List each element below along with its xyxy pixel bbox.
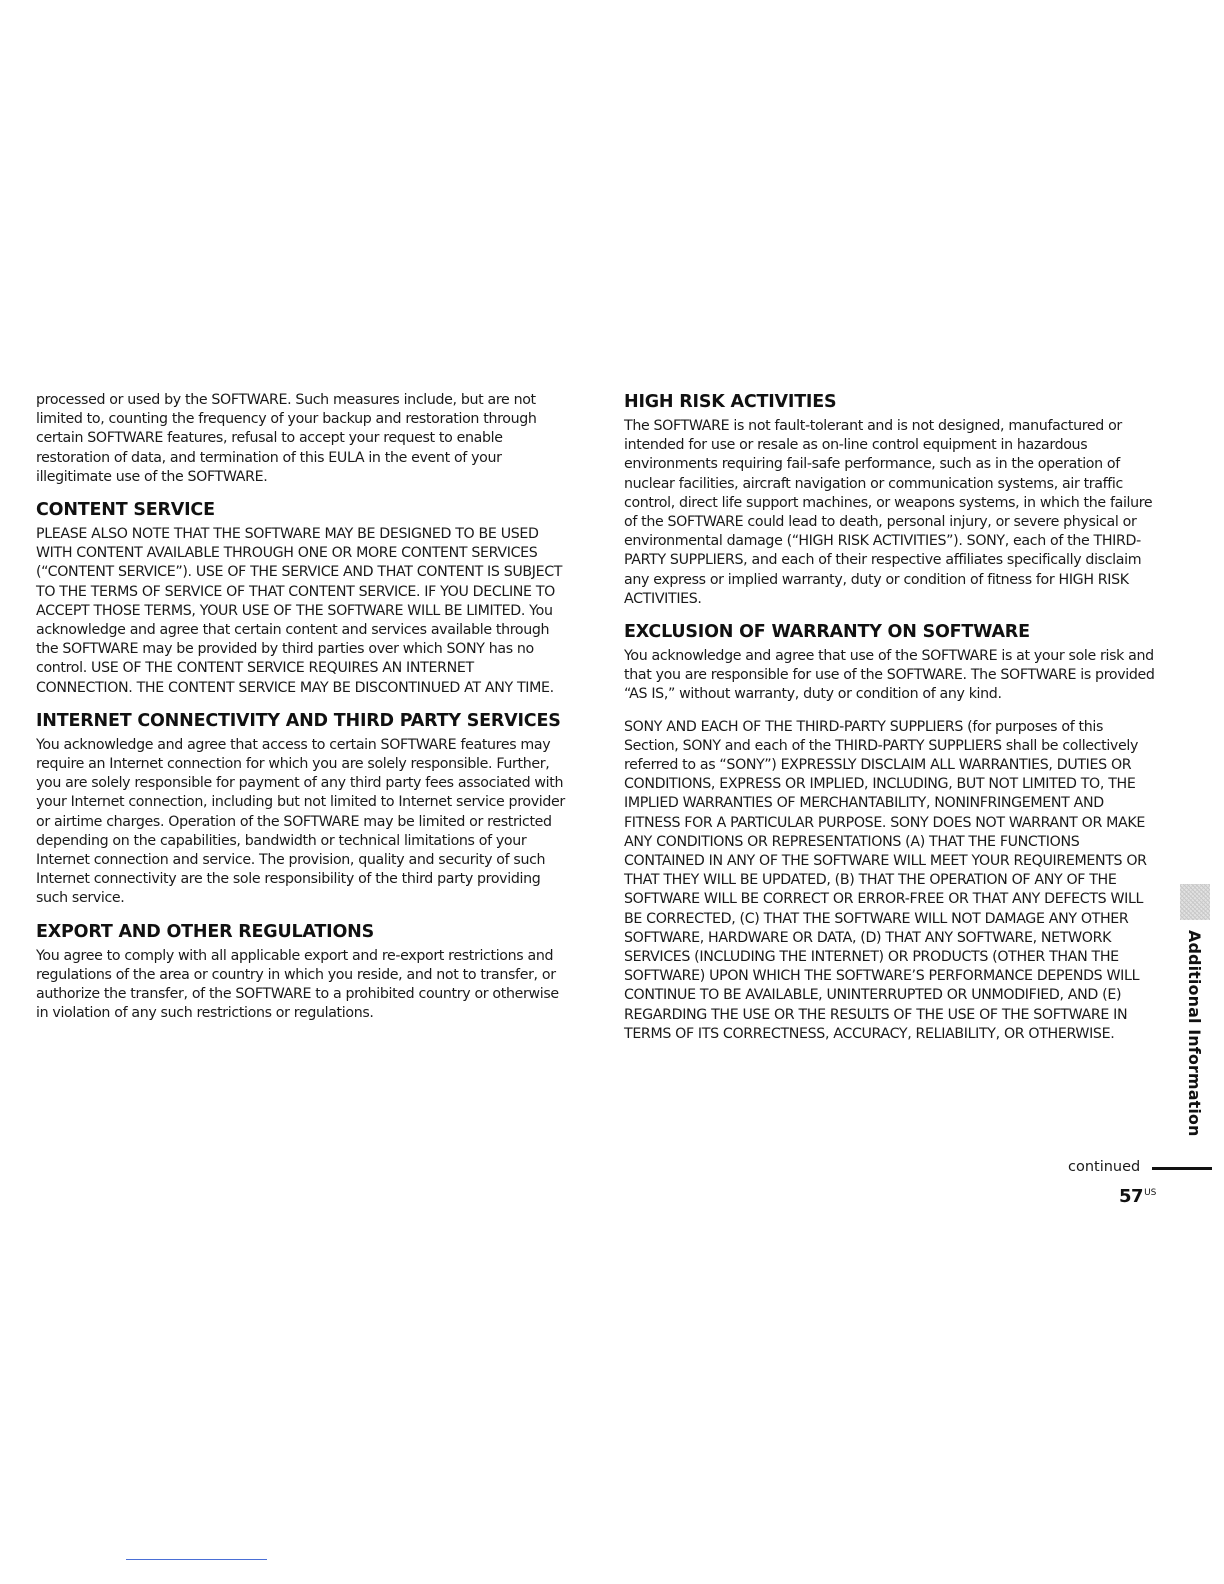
high-risk-heading: HIGH RISK ACTIVITIES xyxy=(624,392,837,412)
internet-connectivity-body: You acknowledge and agree that access to certain SOFTWARE features may require an Internet connection for which you are solely responsible. Further, you are solely responsible for payment of any third party fees associated with your Internet connection, including but not limited to Internet service provider or airtime charges. Operation of the SOFTWARE may be limited or restricted depending on the capabilities, bandwidth or technical limitations of your Internet connection and service. The provision, quality and security of such Internet connectivity are the sole responsibility of the third party providing such service. xyxy=(36,736,565,907)
high-risk-body: The SOFTWARE is not fault-tolerant and is not designed, manufactured or intended for use or resale as on-line control equipment in hazardous environments requiring fail-safe performance, such as in the operation of nuclear facilities, aircraft navigation or communication systems, air traffic control, direct life support machines, or weapons systems, in which the failure of the SOFTWARE could lead to death, personal injury, or severe physical or environmental damage (“HIGH RISK ACTIVITIES”). SONY, each of the THIRD-PARTY SUPPLIERS, and each of their respective affiliates specifically disclaim any express or implied warranty, duty or condition of fitness for HIGH RISK ACTIVITIES. xyxy=(624,418,1153,607)
side-tab-pattern-icon xyxy=(1180,884,1210,920)
content-service-heading: CONTENT SERVICE xyxy=(36,500,215,521)
exclusion-of-warranty-body-2: SONY AND EACH OF THE THIRD-PARTY SUPPLIERS (for purposes of this Section, SONY and each of the THIRD-PARTY SUPPLIERS shall be collectively referred to as “SONY”) EXPRESSLY DISCLAIM ALL WARRANTIES, DUTIES OR CONDITIONS, EXPRESS OR IMPLIED, INCLUDING, BUT NOT LIMITED TO, THE IMPLIED WARRANTIES OF MERCHANTABILITY, NONINFRINGEMENT AND FITNESS FOR A PARTICULAR PURPOSE. SONY DOES NOT WARRANT OR MAKE ANY CONDITIONS OR REPRESENTATIONS (A) THAT THE FUNCTIONS CONTAINED IN ANY OF THE SOFTWARE WILL MEET YOUR REQUIREMENTS OR THAT THEY WILL BE UPDATED, (B) THAT THE OPERATION OF ANY OF THE SOFTWARE WILL BE CORRECT OR ERROR-FREE OR THAT ANY DEFECTS WILL BE CORRECTED, (C) THAT THE SOFTWARE WILL NOT DAMAGE ANY OTHER SOFTWARE, HARDWARE OR DATA, (D) THAT ANY SOFTWARE, NETWORK SERVICES (INCLUDING THE INTERNET) OR PRODUCTS (OTHER THAN THE SOFTWARE) UPON WHICH THE SOFTWARE’S PERFORMANCE DEPENDS WILL CONTINUE TO BE AVAILABLE, UNINTERRUPTED OR UNMODIFIED, AND (E) REGARDING THE USE OR THE RESULTS OF THE USE OF THE SOFTWARE IN TERMS OF ITS CORRECTNESS, ACCURACY, RELIABILITY, OR OTHERWISE. xyxy=(624,718,1147,1042)
bottom-divider xyxy=(126,1559,267,1560)
intro-paragraph: processed or used by the SOFTWARE. Such measures include, but are not limited to, counting the frequency of your backup and restoration through certain SOFTWARE features, refusal to accept your request to enable restoration of data, and termination of this EULA in the event of your illegitimate use of the SOFTWARE. xyxy=(36,392,537,485)
exclusion-of-warranty-body-1: You acknowledge and agree that use of the SOFTWARE is at your sole risk and that you are responsible for use of the SOFTWARE. The SOFTWARE is provided “AS IS,” without warranty, duty or condition of any kind. xyxy=(624,648,1155,703)
side-tab-label: Additional Information xyxy=(1185,930,1204,1137)
internet-connectivity-heading: INTERNET CONNECTIVITY AND THIRD PARTY SERVICES xyxy=(36,710,561,731)
left-column xyxy=(36,391,566,1023)
continued-rule xyxy=(1152,1167,1212,1170)
page-number xyxy=(1119,1186,1156,1207)
page-number-suffix: US xyxy=(1144,1188,1157,1198)
continued-label: continued xyxy=(1068,1159,1141,1175)
page-number-value: 57 xyxy=(1119,1186,1144,1207)
exclusion-of-warranty-heading: EXCLUSION OF WARRANTY ON SOFTWARE xyxy=(624,622,1030,643)
right-column xyxy=(624,391,1156,1044)
export-regulations-body: You agree to comply with all applicable export and re-export restrictions and regulations of the area or country in which you reside, and not to transfer, or authorize the transfer, of the SOFTWARE to a prohibited country or otherwise in violation of any such restrictions or regulations. xyxy=(36,947,559,1022)
content-service-body: PLEASE ALSO NOTE THAT THE SOFTWARE MAY BE DESIGNED TO BE USED WITH CONTENT AVAILABLE THROUGH ONE OR MORE CONTENT SERVICES (“CONTENT SERVICE”). USE OF THE SERVICE AND THAT CONTENT IS SUBJECT TO THE TERMS OF SERVICE OF THAT CONTENT SERVICE. IF YOU DECLINE TO ACCEPT THOSE TERMS, YOUR USE OF THE SOFTWARE WILL BE LIMITED. You acknowledge and agree that certain content and services available through the SOFTWARE may be provided by third parties over which SONY has no control. USE OF THE CONTENT SERVICE REQUIRES AN INTERNET CONNECTION. THE CONTENT SERVICE MAY BE DISCONTINUED AT ANY TIME. xyxy=(36,526,563,696)
export-regulations-heading: EXPORT AND OTHER REGULATIONS xyxy=(36,921,374,942)
